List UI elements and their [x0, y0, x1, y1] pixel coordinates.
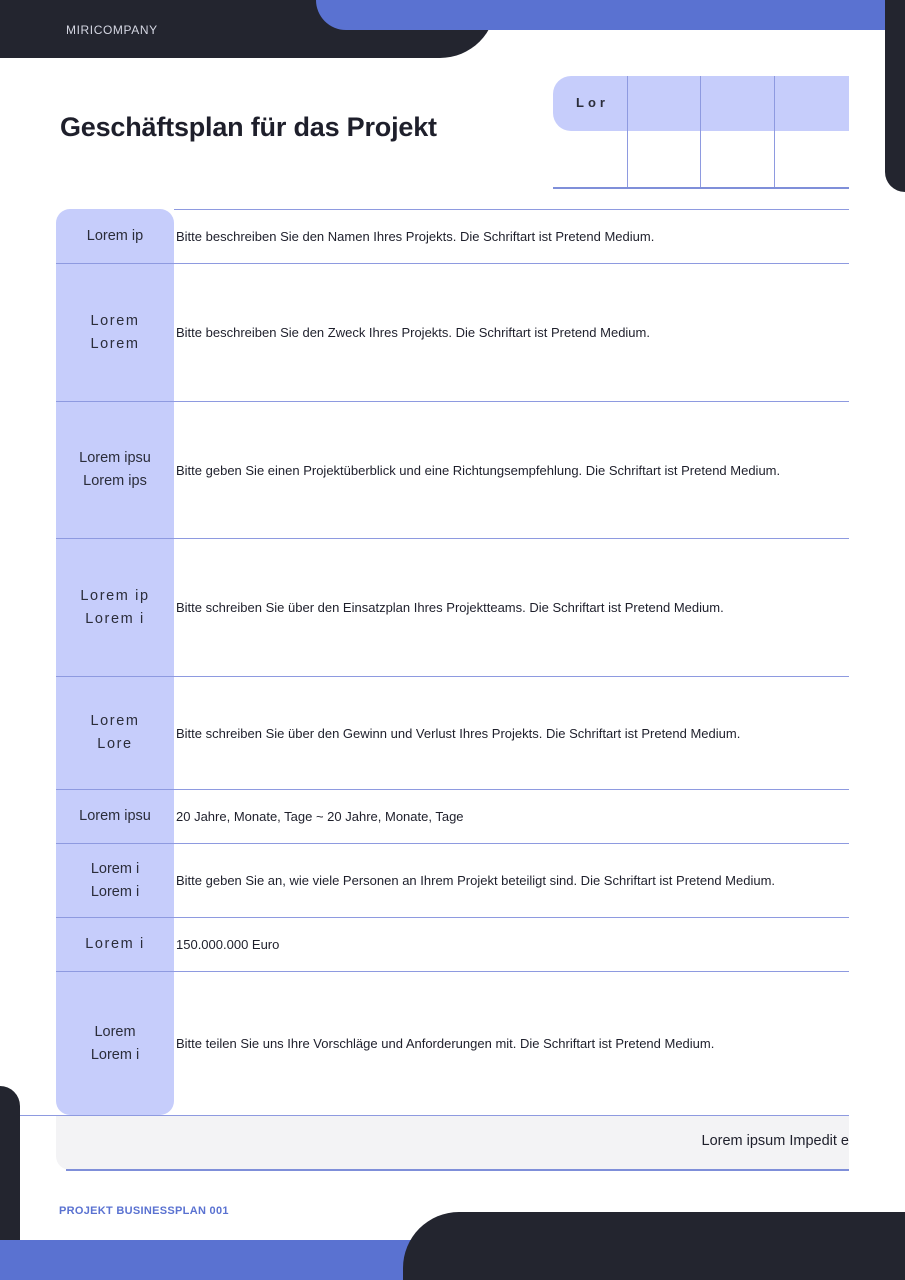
table-row [56, 209, 849, 264]
footer-dark-shape [403, 1212, 905, 1280]
summary-top-line [20, 1115, 849, 1116]
row-label: Lorem Lore [90, 713, 140, 752]
right-edge-shape [885, 0, 905, 192]
table-row [56, 790, 849, 844]
row-label: Lorem ip [86, 227, 144, 244]
row-text: Bitte geben Sie an, wie viele Personen an Ihrem Projekt beteiligt sind. Die Schriftart ist Pretend Medium. [176, 873, 776, 888]
row-text: Bitte schreiben Sie über den Gewinn und Verlust Ihres Projekts. Die Schriftart ist Pretend Medium. [176, 725, 741, 741]
row-text: Bitte geben Sie einen Projektüberblick und eine Richtungsempfehlung. Die Schriftart ist Pretend Medium. [176, 462, 781, 478]
table-row [56, 844, 849, 918]
table-row [56, 918, 849, 972]
row-text: 20 Jahre, Monate, Tage ~ 20 Jahre, Monate, Tage [176, 809, 464, 824]
mini-table-divider [700, 76, 701, 188]
table-row [56, 402, 849, 539]
company-name: MIRICOMPANY [66, 23, 158, 37]
row-label: Lorem i Lorem i [90, 860, 140, 900]
header-blue-shape [316, 0, 886, 30]
info-mini-table [553, 76, 849, 188]
mini-table-label: Lor [576, 95, 609, 110]
row-label: Lorem i [85, 936, 145, 952]
page-title: Geschäftsplan für das Projekt [60, 112, 437, 142]
table-row [56, 264, 849, 402]
row-label: Lorem ip Lorem i [80, 587, 150, 627]
summary-bottom-line [66, 1169, 849, 1171]
footer-blue-shape [0, 1240, 440, 1280]
document-code: PROJEKT BUSINESSPLAN 001 [59, 1205, 229, 1217]
row-label: Lorem Lorem i [90, 1023, 140, 1063]
row-text: Bitte schreiben Sie über den Einsatzplan Ihres Projektteams. Die Schriftart ist Pretend Medium. [176, 600, 724, 615]
mini-table-header [553, 76, 849, 131]
row-text: Bitte beschreiben Sie den Namen Ihres Projekts. Die Schriftart ist Pretend Medium. [176, 228, 655, 244]
row-label: Lorem Lorem [90, 312, 140, 352]
mini-table-divider [627, 76, 628, 188]
row-label: Lorem ipsu [79, 808, 151, 824]
table-row [56, 677, 849, 790]
table-row [56, 539, 849, 677]
summary-text: Lorem ipsum Impedit e [701, 1133, 849, 1149]
row-label: Lorem ipsu Lorem ips [79, 450, 151, 489]
row-text: Bitte teilen Sie uns Ihre Vorschläge und Anforderungen mit. Die Schriftart ist Pretend Medium. [176, 1036, 715, 1051]
mini-table-divider [774, 76, 775, 188]
table-row [56, 972, 849, 1115]
row-text: 150.000.000 Euro [176, 937, 280, 952]
row-text: Bitte beschreiben Sie den Zweck Ihres Projekts. Die Schriftart ist Pretend Medium. [176, 325, 650, 340]
mini-table-bottom-line [553, 187, 849, 189]
